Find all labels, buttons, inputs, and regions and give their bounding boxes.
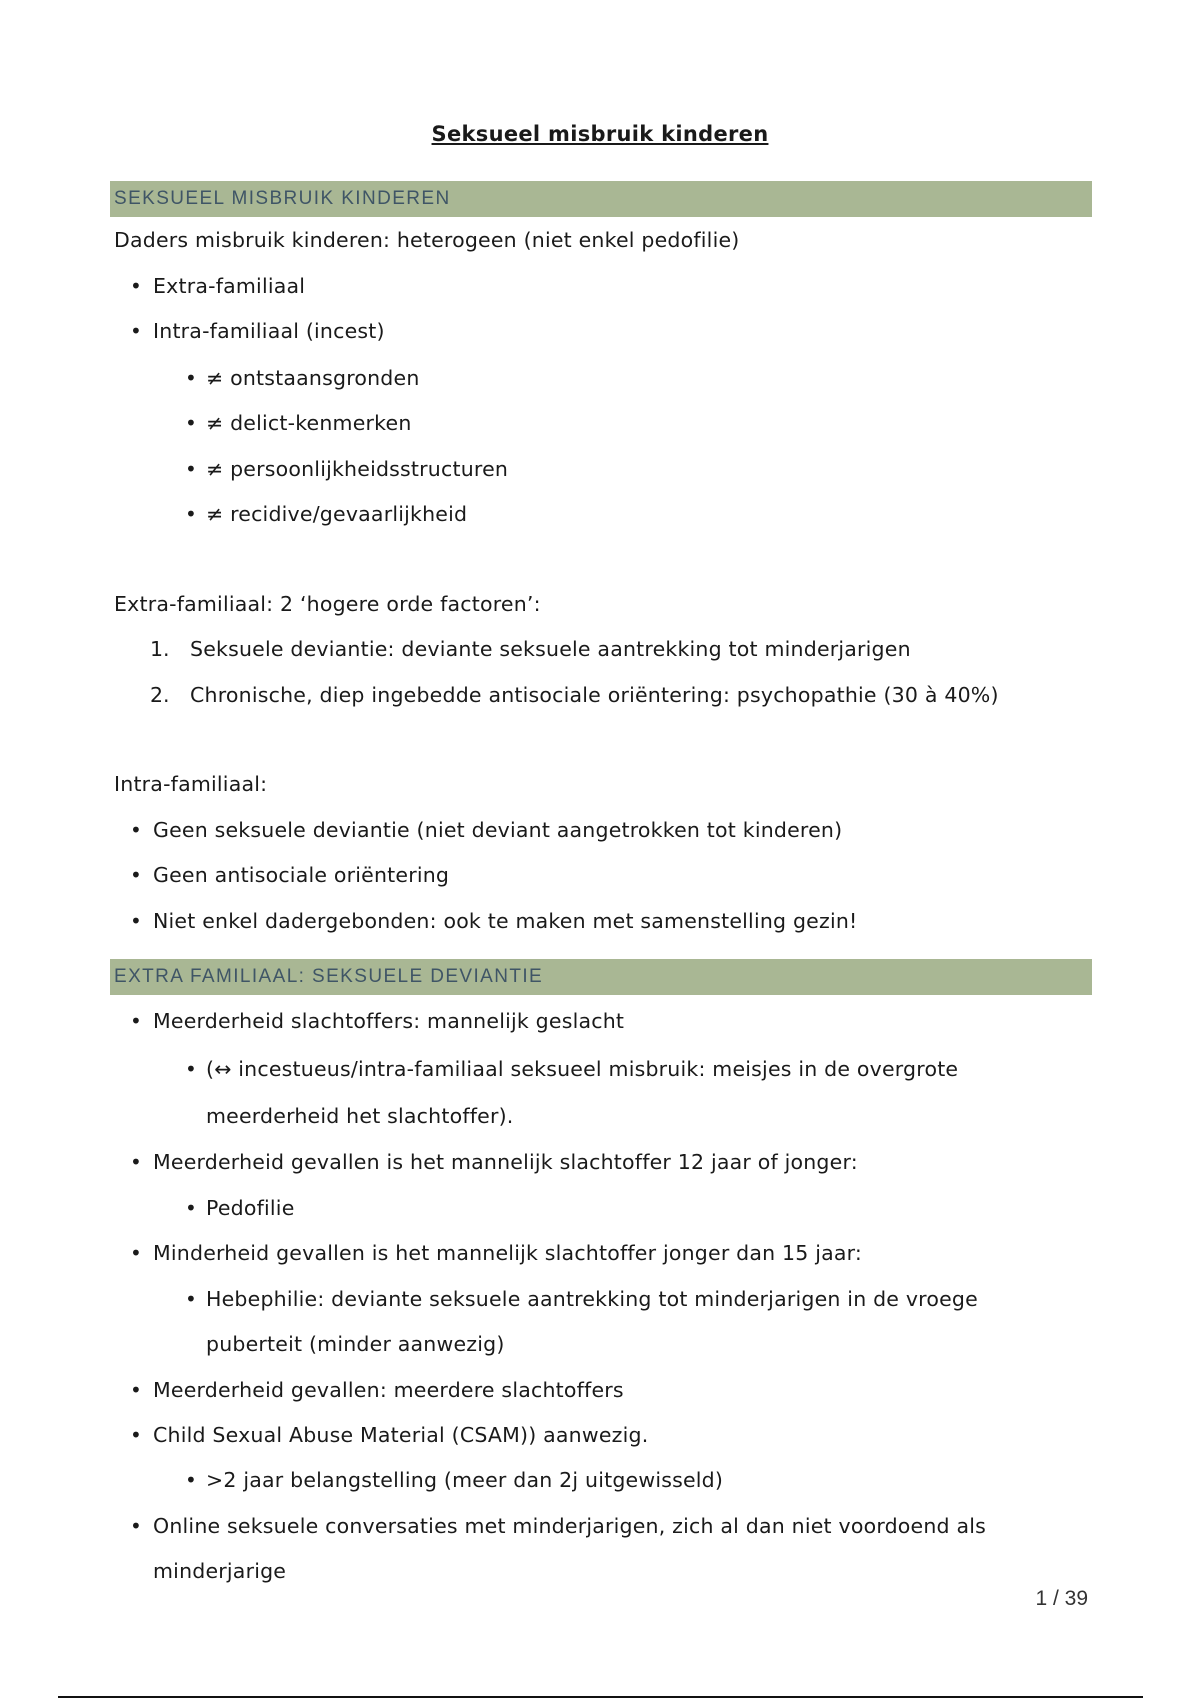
bullet-icon: • bbox=[130, 319, 142, 343]
sub-list-item: ≠ ontstaansgronden bbox=[206, 366, 420, 390]
bullet-icon: • bbox=[130, 1514, 142, 1538]
bullet-icon: • bbox=[185, 366, 197, 390]
list-item: Minderheid gevallen is het mannelijk slachtoffer jonger dan 15 jaar: bbox=[153, 1241, 863, 1265]
section-header-seksueel-misbruik: SEKSUEEL MISBRUIK KINDEREN bbox=[110, 181, 1092, 217]
bullet-icon: • bbox=[130, 818, 142, 842]
numbered-item: Seksuele deviantie: deviante seksuele aantrekking tot minderjarigen bbox=[190, 637, 911, 661]
bullet-icon: • bbox=[130, 1241, 142, 1265]
list-item: Child Sexual Abuse Material (CSAM)) aanwezig. bbox=[153, 1423, 649, 1447]
list-item: Geen seksuele deviantie (niet deviant aangetrokken tot kinderen) bbox=[153, 818, 843, 842]
bullet-icon: • bbox=[185, 502, 197, 526]
sub-list-item: ≠ recidive/gevaarlijkheid bbox=[206, 502, 468, 526]
footer-divider bbox=[58, 1696, 1143, 1698]
extra-familiaal-heading: Extra-familiaal: 2 ‘hogere orde factoren’: bbox=[114, 592, 541, 616]
list-item: Geen antisociale oriëntering bbox=[153, 863, 450, 887]
numbered-item: Chronische, diep ingebedde antisociale oriëntering: psychopathie (30 à 40%) bbox=[190, 683, 999, 707]
bullet-icon: • bbox=[185, 1468, 197, 1492]
bullet-icon: • bbox=[130, 1150, 142, 1174]
bullet-icon: • bbox=[130, 1378, 142, 1402]
intro-text: Daders misbruik kinderen: heterogeen (niet enkel pedofilie) bbox=[114, 228, 740, 252]
list-number: 2. bbox=[150, 683, 170, 707]
sub-list-item: (↔ incestueus/intra-familiaal seksueel misbruik: meisjes in de overgrote bbox=[206, 1057, 959, 1081]
bullet-icon: • bbox=[130, 863, 142, 887]
bullet-icon: • bbox=[185, 457, 197, 481]
list-item-continuation: minderjarige bbox=[153, 1559, 287, 1583]
bullet-icon: • bbox=[185, 411, 197, 435]
list-item: Meerderheid slachtoffers: mannelijk geslacht bbox=[153, 1009, 625, 1033]
sub-list-item: Hebephilie: deviante seksuele aantrekking tot minderjarigen in de vroege bbox=[206, 1287, 978, 1311]
list-item: Meerderheid gevallen is het mannelijk slachtoffer 12 jaar of jonger: bbox=[153, 1150, 858, 1174]
sub-list-item-continuation: puberteit (minder aanwezig) bbox=[206, 1332, 505, 1356]
bullet-icon: • bbox=[185, 1287, 197, 1311]
section-header-extra-familiaal: EXTRA FAMILIAAL: SEKSUELE DEVIANTIE bbox=[110, 959, 1092, 995]
sub-list-item: ≠ delict-kenmerken bbox=[206, 411, 412, 435]
list-number: 1. bbox=[150, 637, 170, 661]
list-item: Extra-familiaal bbox=[153, 274, 306, 298]
sub-list-item: ≠ persoonlijkheidsstructuren bbox=[206, 457, 509, 481]
bullet-icon: • bbox=[185, 1196, 197, 1220]
sub-list-item: Pedofilie bbox=[206, 1196, 295, 1220]
intra-familiaal-heading: Intra-familiaal: bbox=[114, 772, 268, 796]
list-item: Meerderheid gevallen: meerdere slachtoffers bbox=[153, 1378, 624, 1402]
list-item: Intra-familiaal (incest) bbox=[153, 319, 385, 343]
page-title: Seksueel misbruik kinderen bbox=[431, 122, 769, 146]
bullet-icon: • bbox=[130, 909, 142, 933]
list-item: Niet enkel dadergebonden: ook te maken met samenstelling gezin! bbox=[153, 909, 858, 933]
bullet-icon: • bbox=[185, 1057, 197, 1081]
list-item: Online seksuele conversaties met minderjarigen, zich al dan niet voordoend als bbox=[153, 1514, 987, 1538]
bullet-icon: • bbox=[130, 1423, 142, 1447]
page-number: 1 / 39 bbox=[1035, 1587, 1088, 1610]
bullet-icon: • bbox=[130, 274, 142, 298]
sub-list-item: >2 jaar belangstelling (meer dan 2j uitgewisseld) bbox=[206, 1468, 724, 1492]
bullet-icon: • bbox=[130, 1009, 142, 1033]
sub-list-item-continuation: meerderheid het slachtoffer). bbox=[206, 1104, 514, 1128]
